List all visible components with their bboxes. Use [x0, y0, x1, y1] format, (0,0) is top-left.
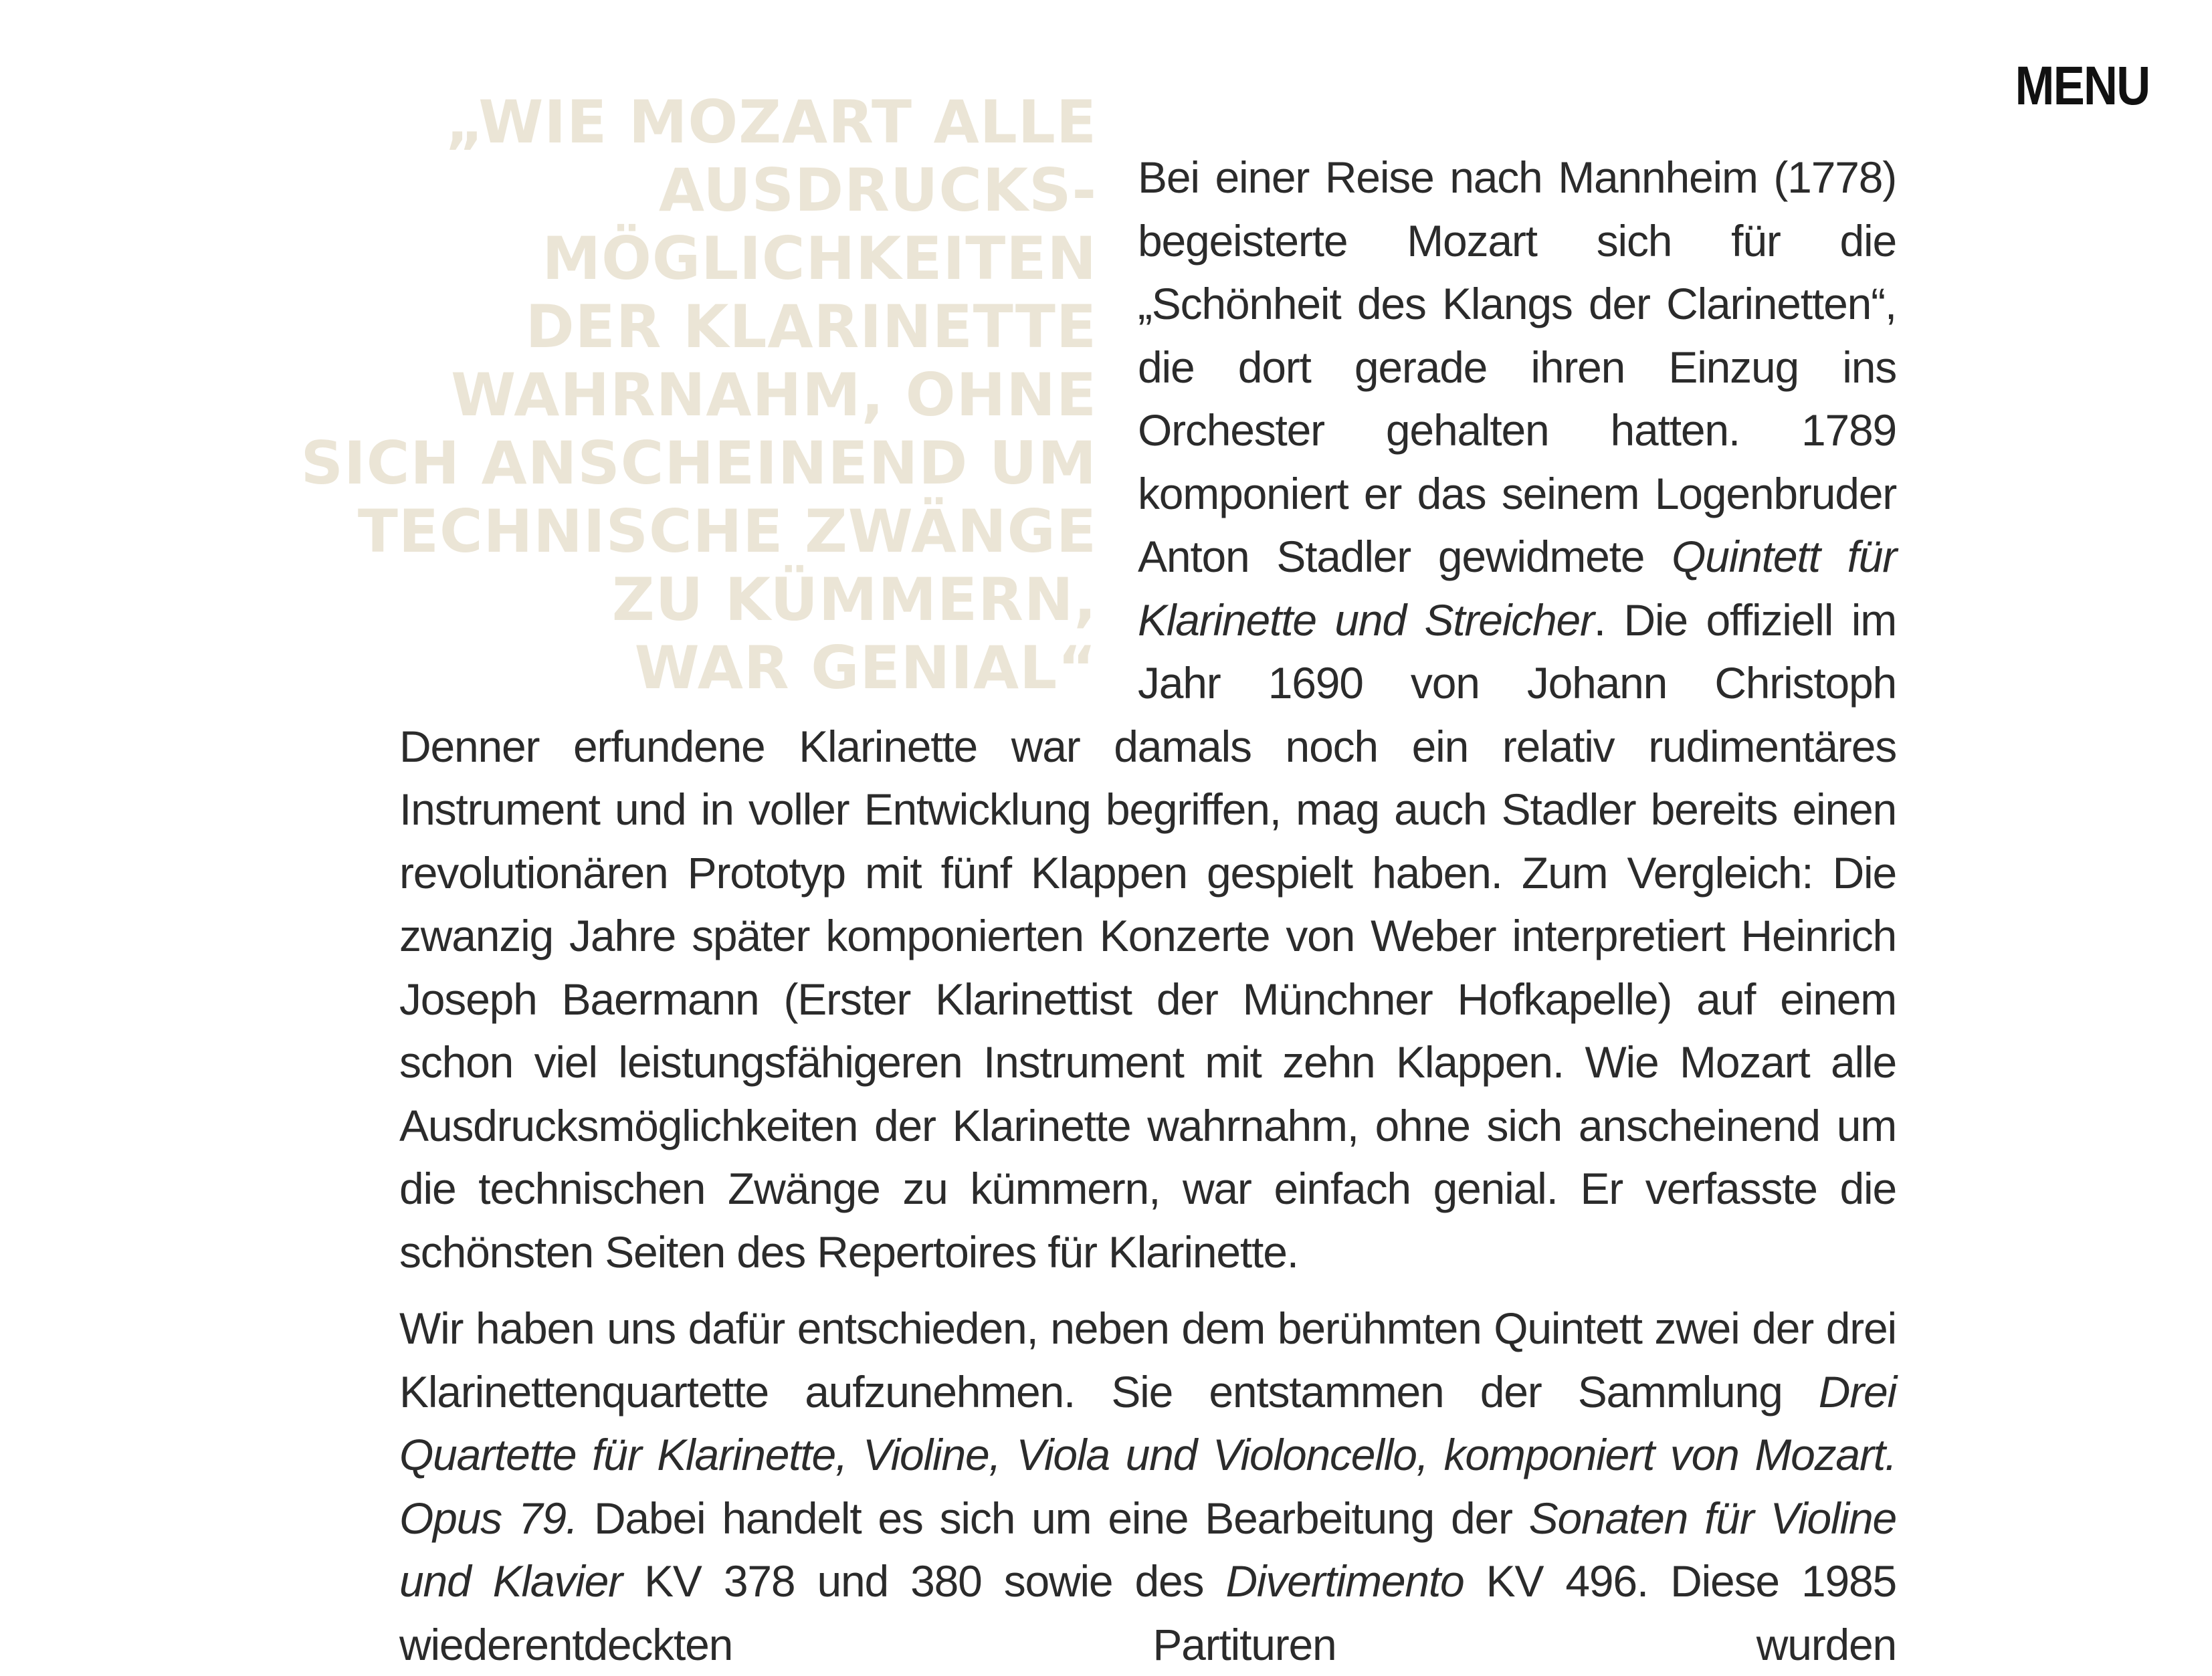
- work-title: Drei Quartette für Klarinette, Violine, Viola und Violoncello, komponiert von Mozart. Opus 79.: [399, 1366, 1896, 1543]
- pull-quote-line: SICH ANSCHEINEND UM: [300, 429, 1097, 498]
- pull-quote-line: AUSDRUCKS-: [658, 156, 1097, 225]
- pull-quote-line: WAHRNAHM, OHNE: [451, 360, 1097, 429]
- article-paragraph-2: [399, 1297, 1896, 1676]
- work-title: Sonaten für Violine und Klavier: [399, 1493, 1896, 1606]
- paragraph-text: Bei einer Reise nach Mannheim (1778) begeisterte Mozart sich für die „Schönheit des Klangs der Clarinetten“, die dort gerade ihren Einzug ins Orchester gehalten hatten. 1789 komponiert er das seinem Logenbruder Anton Stadler gewidmete: [1138, 152, 1896, 581]
- pull-quote-line: „WIE MOZART ALLE: [445, 88, 1097, 156]
- article-body: [399, 146, 1896, 1676]
- paragraph-text: Wir haben uns dafür entschieden, neben dem berühmten Quintett zwei der drei Klarinettenquartette aufzunehmen. Sie entstammen der Sammlung: [399, 1303, 1896, 1417]
- pull-quote-line: MÖGLICHKEITEN: [542, 224, 1097, 293]
- paragraph-text: Dabei handelt es sich um eine Bearbeitung der: [577, 1493, 1529, 1543]
- work-title: Divertimento: [1225, 1556, 1464, 1606]
- paragraph-text: . Die offiziell im Jahr 1690 von Johann Christoph Denner erfundene Klarinette war damals noch ein relativ rudimentäres Instrument und in voller Entwicklung begriffen, mag auch Stadler bereits einen revolutionären Prototyp mit fünf Klappen gespielt haben. Zum Vergleich: Die zwanzig Jahre später komponierten Konzerte von Weber interpretiert Heinrich Joseph Baermann (Erster Klarinettist der Münchner Hofkapelle) auf einem schon viel leistungsfähigeren Instrument mit zehn Klappen. Wie Mozart alle Ausdrucksmöglichkeiten der Klarinette wahrnahm, ohne sich anscheinend um die technischen Zwänge zu kümmern, war einfach genial. Er verfasste die schönsten Seiten des Repertoires für Klarinette.: [399, 595, 1896, 1277]
- pull-quote-line: DER KLARINETTE: [525, 292, 1097, 361]
- work-title: Quintett für Klarinette und Streicher: [1138, 532, 1896, 645]
- pull-quote-line: ZU KÜMMERN,: [611, 565, 1097, 634]
- pull-quote-line: WAR GENIAL“: [634, 633, 1097, 702]
- menu-button[interactable]: MENU: [2015, 56, 2149, 116]
- quote-spacer: [399, 146, 1138, 714]
- paragraph-text: KV 378 und 380 sowie des: [621, 1556, 1226, 1606]
- paragraph-text: KV 496. Diese 1985 wiederentdeckten Partituren wurden: [399, 1556, 1896, 1669]
- pull-quote-line: TECHNISCHE ZWÄNGE: [357, 497, 1097, 566]
